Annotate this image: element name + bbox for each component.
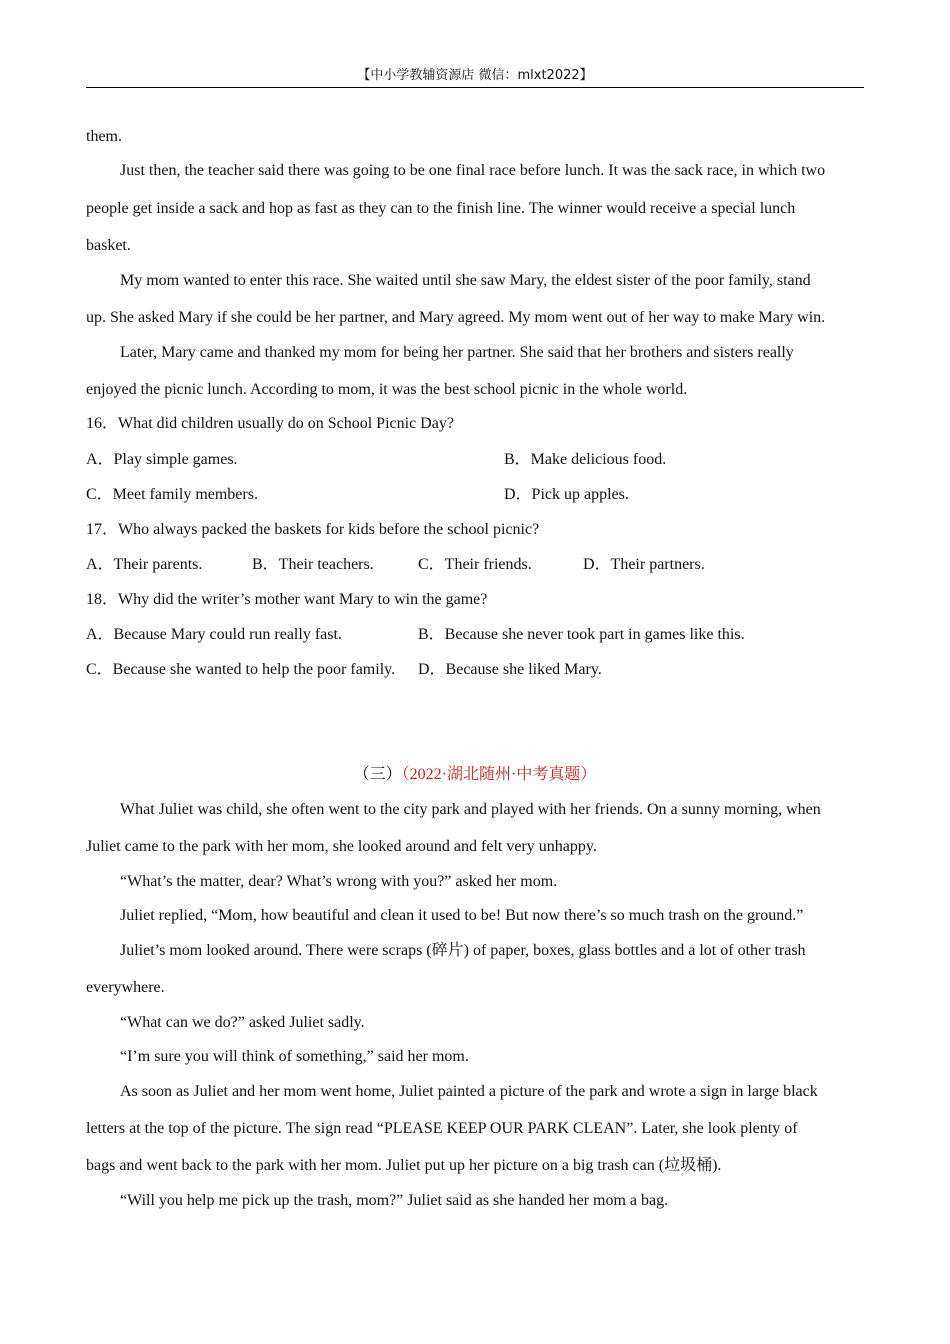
passage-line: bags and went back to the park with her mom. Juliet put up her picture on a big trash can (垃圾桶). (86, 1157, 722, 1174)
passage-line: Juliet replied, “Mom, how beautiful and clean it used to be! But now there’s so much trash on the ground.” (120, 907, 804, 924)
question-16-stem: 16．What did children usually do on School Picnic Day? (86, 415, 454, 432)
passage-line: “I’m sure you will think of something,” said her mom. (120, 1048, 469, 1065)
option-text: C．Meet family members. (86, 486, 258, 503)
question-18-stem: 18．Why did the writer’s mother want Mary to win the game? (86, 591, 488, 608)
question-17-stem: 17．Who always packed the baskets for kids before the school picnic? (86, 521, 540, 538)
passage-line: Juliet’s mom looked around. There were scraps (碎片) of paper, boxes, glass bottles and a lot of other trash (120, 942, 806, 959)
question-18-options-row2 (86, 659, 864, 681)
passage-line: As soon as Juliet and her mom went home, Juliet painted a picture of the park and wrote a sign in large black (120, 1083, 818, 1100)
passage-line: Juliet came to the park with her mom, she looked around and felt very unhappy. (86, 838, 597, 855)
question-18-option-d: D．Because she liked Mary. (418, 661, 602, 678)
question-18-option-c: C．Because she wanted to help the poor family. (86, 661, 396, 678)
question-18-option-b: B．Because she never took part in games like this. (418, 626, 745, 643)
passage-line: Later, Mary came and thanked my mom for being her partner. She said that her brothers and sisters really (120, 344, 794, 361)
passage-line: enjoyed the picnic lunch. According to mom, it was the best school picnic in the whole world. (86, 381, 688, 398)
question-17-option-a: A．Their parents. (86, 556, 203, 573)
page-header: 【中小学教辅资源店 微信：mlxt2022】 (357, 68, 593, 83)
passage-line: My mom wanted to enter this race. She waited until she saw Mary, the eldest sister of the poor family, stand (120, 272, 811, 289)
passage-line: people get inside a sack and hop as fast as they can to the finish line. The winner would receive a special lunch (86, 200, 796, 217)
passage-line: up. She asked Mary if she could be her partner, and Mary agreed. My mom went out of her way to make Mary win. (86, 309, 826, 326)
passage-line: Just then, the teacher said there was going to be one final race before lunch. It was the sack race, in which two (120, 162, 826, 179)
section-number: （三） (353, 766, 402, 783)
question-17-option-c: C．Their friends. (418, 556, 532, 573)
passage-line: “Will you help me pick up the trash, mom?” Juliet said as she handed her mom a bag. (120, 1192, 669, 1209)
question-16-option-a (86, 449, 667, 471)
question-16-option-d: D．Pick up apples. (504, 486, 629, 503)
question-17-option-b: B．Their teachers. (252, 556, 374, 573)
question-17-option-d: D．Their partners. (583, 556, 705, 573)
passage-line: basket. (86, 237, 131, 254)
passage-line: “What’s the matter, dear? What’s wrong with you?” asked her mom. (120, 873, 558, 890)
question-17-options (86, 554, 864, 576)
question-16-option-c (86, 484, 629, 506)
passage-line: them. (86, 128, 122, 145)
option-text: A．Play simple games. (86, 451, 238, 468)
passage-line: letters at the top of the picture. The sign read “PLEASE KEEP OUR PARK CLEAN”. Later, she look plenty of (86, 1120, 798, 1137)
question-16-option-b: B．Make delicious food. (504, 451, 667, 468)
section-three-heading (86, 764, 864, 786)
section-source: （2022·湖北随州·中考真题） (401, 766, 597, 783)
header-divider (86, 87, 864, 88)
passage-line: everywhere. (86, 979, 165, 996)
question-18-option-a: A．Because Mary could run really fast. (86, 626, 342, 643)
passage-line: What Juliet was child, she often went to the city park and played with her friends. On a sunny morning, when (120, 801, 821, 818)
question-18-options-row1 (86, 624, 864, 646)
passage-line: “What can we do?” asked Juliet sadly. (120, 1014, 365, 1031)
